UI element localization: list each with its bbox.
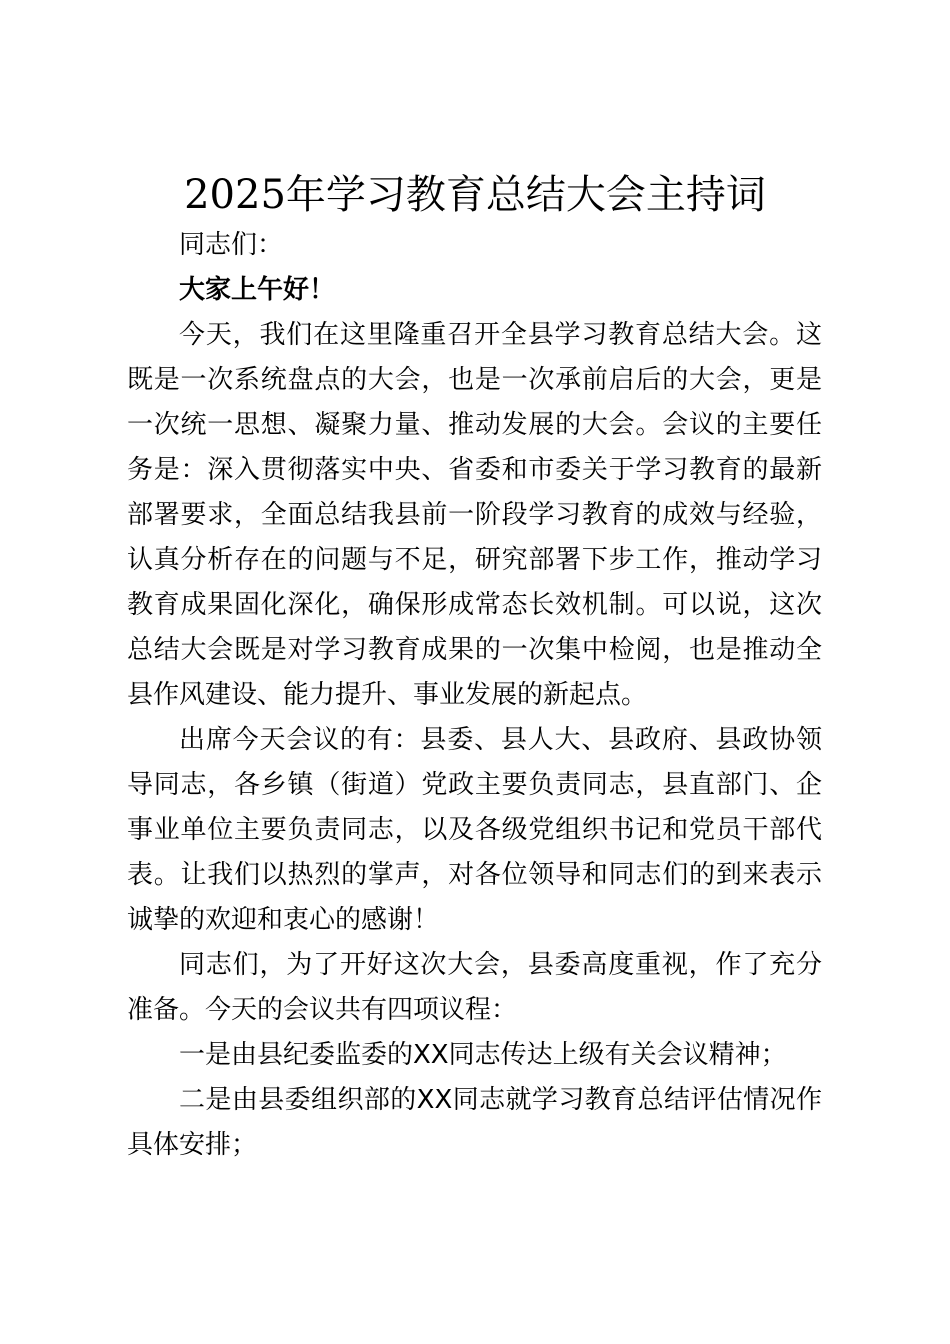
agenda-item-1: 一是由县纪委监委的XX同志传达上级有关会议精神； [179, 1040, 787, 1070]
paragraph-meeting-purpose: 今天，我们在这里隆重召开全县学习教育总结大会。这既是一次系统盘点的大会，也是一次承前启后的大会，更是一次统一思想、凝聚力量、推动发展的大会。会议的主要任务是：深入贯彻落实中央、省委和市委关于学习教育的最新部署要求，全面总结我县前一阶段学习教育的成效与经验，认真分析存在的问题与不足，研究部署下步工作，推动学习教育成果固化深化，确保形成常态长效机制。可以说，这次总结大会既是对学习教育成果的一次集中检阅，也是推动全县作风建设、能力提升、事业发展的新起点。 [127, 320, 822, 710]
agenda-item-2: 二是由县委组织部的XX同志就学习教育总结评估情况作具体安排； [127, 1085, 822, 1160]
paragraph-agenda-intro: 同志们，为了开好这次大会，县委高度重视，作了充分准备。今天的会议共有四项议程： [127, 950, 822, 1025]
greeting: 大家上午好！ [179, 275, 336, 305]
document-body [127, 223, 822, 1168]
document-title: 2025年学习教育总结大会主持词 [184, 172, 766, 218]
salutation: 同志们： [179, 230, 284, 260]
paragraph-attendees: 出席今天会议的有：县委、县人大、县政府、县政协领导同志，各乡镇（街道）党政主要负责同志，县直部门、企事业单位主要负责同志，以及各级党组织书记和党员干部代表。让我们以热烈的掌声，对各位领导和同志们的到来表示诚挚的欢迎和衷心的感谢！ [127, 725, 822, 935]
